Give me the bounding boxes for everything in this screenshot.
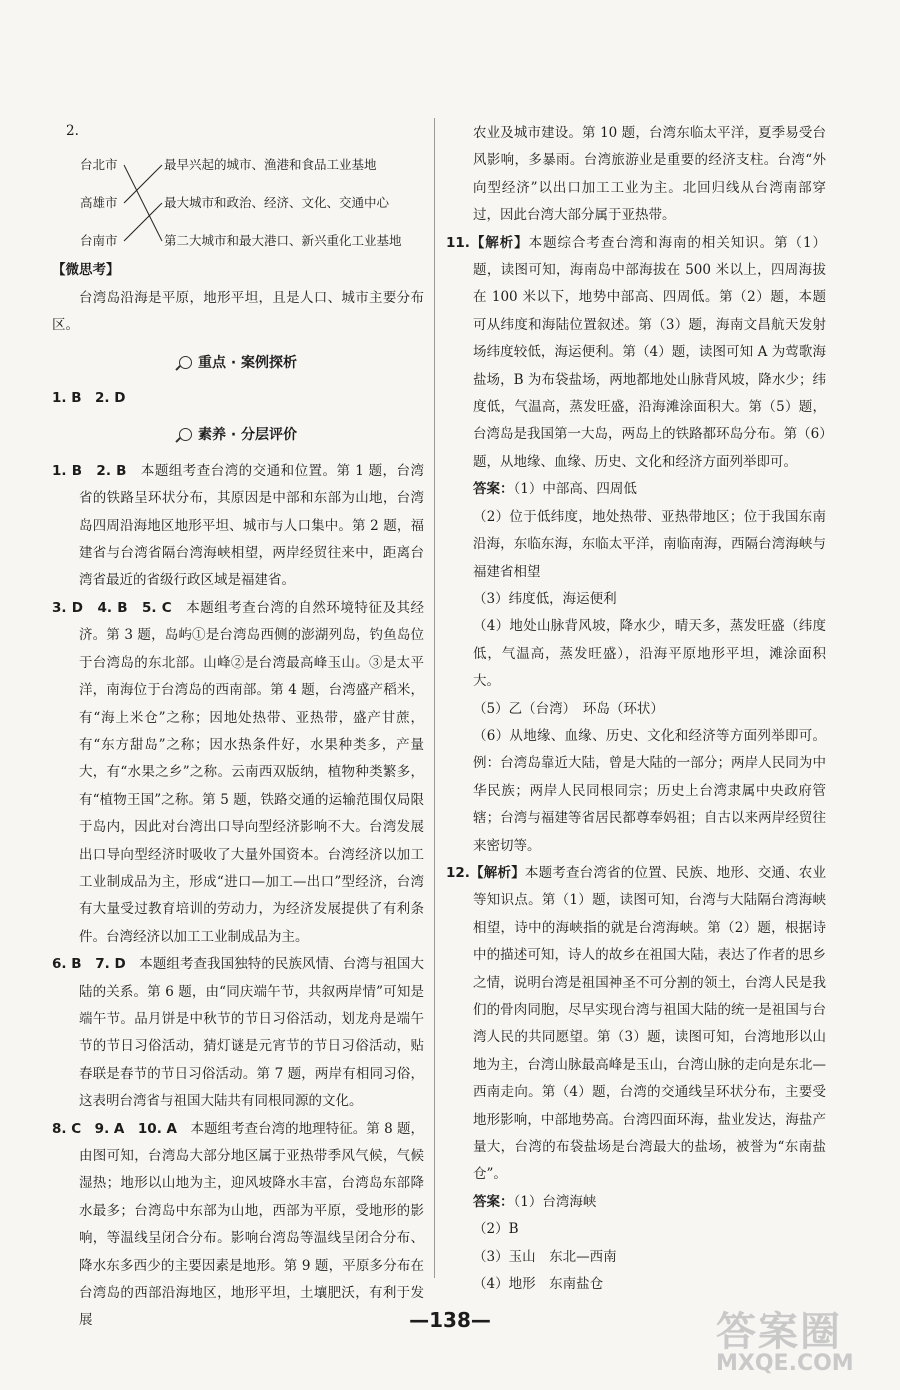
answer-1-2: 1. B 2. B 本题组考查台湾的交通和位置。第 1 题，台湾省的铁路呈环状分布，其原因是中部和东部为山地，台湾岛四周沿海地区地形平坦、城市与人口集中。第 2 题，福建省与台湾省隔台湾海峡相望，两岸经贸往来中，距离台湾省最近的省级行政区域是福建省。 [52, 462, 424, 589]
city-kaohsiung: 高雄市 [80, 195, 118, 211]
answer-12-result: 答案：（1）台湾海峡 [473, 1193, 597, 1210]
answer-11-part6: （6）从地缘、血缘、历史、文化和经济等方面列举即可。例：台湾岛靠近大陆，曾是大陆的一部分；两岸人民同为中华民族；两岸人民同根同宗；历史上台湾隶属中央政府管辖；台湾与福建等省居民都尊奉妈祖；自古以来两岸经贸往来密切等。 [473, 727, 826, 854]
page-number: —138— [409, 1308, 491, 1332]
role-1: 最早兴起的城市、渔港和食品工业基地 [164, 157, 377, 173]
left-column [52, 118, 424, 1335]
city-tainan: 台南市 [80, 233, 118, 249]
matching-diagram [52, 145, 424, 257]
sec1-answers: 1. B 2. D [52, 390, 126, 407]
answer-11-part4: （4）地处山脉背风坡，降水少，晴天多，蒸发旺盛（纬度低，气温高，蒸发旺盛），沿海平原地形平坦，滩涂面积大。 [473, 618, 826, 690]
answer-8-10-continued: 农业及城市建设。第 10 题，台湾东临太平洋，夏季易受台风影响，多暴雨。台湾旅游业是重要的经济支柱。台湾“外向型经济”以出口加工工业为主。北回归线从台湾南部穿过，因此台湾大部分属于亚热带。 [473, 125, 826, 224]
role-2: 最大城市和政治、经济、文化、交通中心 [164, 195, 390, 211]
watermark-logo: 答案圈 [716, 1309, 842, 1355]
watermark-site: MXQE.COM [716, 1351, 854, 1376]
think-text: 台湾岛沿海是平原，地形平坦，且是人口、城市主要分布区。 [52, 289, 424, 334]
matching-lines [122, 145, 166, 257]
answer-12-part4: （4）地形 东南盐仓 [473, 1276, 604, 1293]
answer-12-part3: （3）玉山 东北—西南 [473, 1248, 617, 1265]
section-key-cases: 重点 · 案例探析 [52, 350, 424, 377]
answer-11-analysis: 11.【解析】本题综合考查台湾和海南的相关知识。第（1）题，读图可知，海南岛中部海拔在 500 米以上，四周海拔在 100 米以下，地势中部高、四周低。第（2）题，本题可从纬度和海陆位置叙述。第（3）题，海南文昌航天发射场纬度较低，海运便利。第（4）题，读图可知 A 为莺歌海盐场，B 为布袋盐场，两地都地处山脉背风坡，降水少；纬度低，气温高，蒸发旺盛，沿海滩涂面积大。第（5）题，台湾岛是我国第一大岛，两岛上的铁路都环岛分布。第（6）题，从地缘、血缘、历史、文化和经济方面列举即可。 [446, 234, 827, 470]
answer-11-result: 答案：（1）中部高、四周低 [473, 481, 637, 498]
q2-label: 2. [66, 123, 79, 139]
think-title: 【微思考】 [52, 262, 120, 279]
magnifier-icon [179, 356, 192, 369]
city-taipei: 台北市 [80, 157, 118, 173]
answer-12-analysis: 12.【解析】本题考查台湾省的位置、民族、地形、交通、农业等知识点。第（1）题，读图可知，台湾与大陆隔台湾海峡相望，诗中的海峡指的就是台湾海峡。第（2）题，根据诗中的描述可知，诗人的故乡在祖国大陆，表达了作者的思乡之情，说明台湾是祖国神圣不可分割的领土，台湾人民是我们的骨肉同胞，尽早实现台湾与祖国大陆的统一是祖国与台湾人民的共同愿望。第（3）题，读图可知，台湾地形以山地为主，台湾山脉最高峰是玉山，台湾山脉的走向是东北—西南走向。第（4）题，台湾的交通线呈环状分布，主要受地形影响，中部地势高。台湾四面环海，盐业发达，海盐产量大，台湾的布袋盐场是台湾最大的盐场，被誉为“东南盐仓”。 [446, 864, 827, 1183]
answer-6-7: 6. B 7. D 本题组考查我国独特的民族风情、台湾与祖国大陆的关系。第 6 题，由“同庆端午节，共叙两岸情”可知是端午节。品月饼是中秋节的节日习俗活动，划龙舟是端午节的节日习俗活动，猜灯谜是元宵节的节日习俗活动，贴春联是春节的节日习俗活动。第 7 题，两岸有相同习俗，这表明台湾省与祖国大陆共有同根同源的文化。 [52, 956, 424, 1110]
answer-11-part2: （2）位于低纬度，地处热带、亚热带地区；位于我国东南沿海，东临东海，东临太平洋，南临南海，西隔台湾海峡与福建省相望 [473, 508, 826, 580]
answer-11-part5: （5）乙（台湾） 环岛（环状） [473, 700, 664, 717]
magnifier-icon [179, 428, 192, 441]
answer-3-5: 3. D 4. B 5. C 本题组考查台湾的自然环境特征及其经济。第 3 题，岛屿①是台湾岛西侧的澎湖列岛，钓鱼岛位于台湾岛的东北部。山峰②是台湾最高峰玉山。③是太平洋，南海位于台湾岛的西南部。第 4 题，台湾盛产稻米，有“海上米仓”之称；因地处热带、亚热带，盛产甘蔗，有“东方甜岛”之称；因水热条件好，水果种类多，产量大，有“水果之乡”之称。云南西双版纳，植物种类繁多，有“植物王国”之称。第 5 题，铁路交通的运输范围仅局限于岛内，因此对台湾出口导向型经济影响不大。台湾发展出口导向型经济时吸收了大量外国资本。台湾经济以加工工业制成品为主，形成“进口—加工—出口”型经济，台湾有大量受过教育培训的劳动力，为经济发展提供了有利条件。台湾经济以加工工业制成品为主。 [52, 599, 424, 945]
section-layered-eval: 素养 · 分层评价 [52, 422, 424, 449]
role-3: 第二大城市和最大港口、新兴重化工业基地 [164, 233, 402, 249]
watermark [716, 1300, 896, 1380]
column-divider [434, 118, 435, 1278]
right-column [446, 120, 826, 1298]
answer-11-part3: （3）纬度低，海运便利 [473, 590, 617, 607]
answer-12-part2: （2）B [473, 1221, 519, 1238]
answer-8-10: 8. C 9. A 10. A 本题组考查台湾的地理特征。第 8 题，由图可知，台湾岛大部分地区属于亚热带季风气候，气候湿热；地形以山地为主，迎风坡降水丰富，台湾岛东部降水最多；台湾岛中东部为山地，西部为平原，受地形的影响，等温线呈闭合分布。影响台湾岛等温线呈闭合分布、降水东多西少的主要因素是地形。第 9 题，平原多分布在台湾岛的西部沿海地区，地形平坦，土壤肥沃，有利于发展 [52, 1120, 424, 1329]
